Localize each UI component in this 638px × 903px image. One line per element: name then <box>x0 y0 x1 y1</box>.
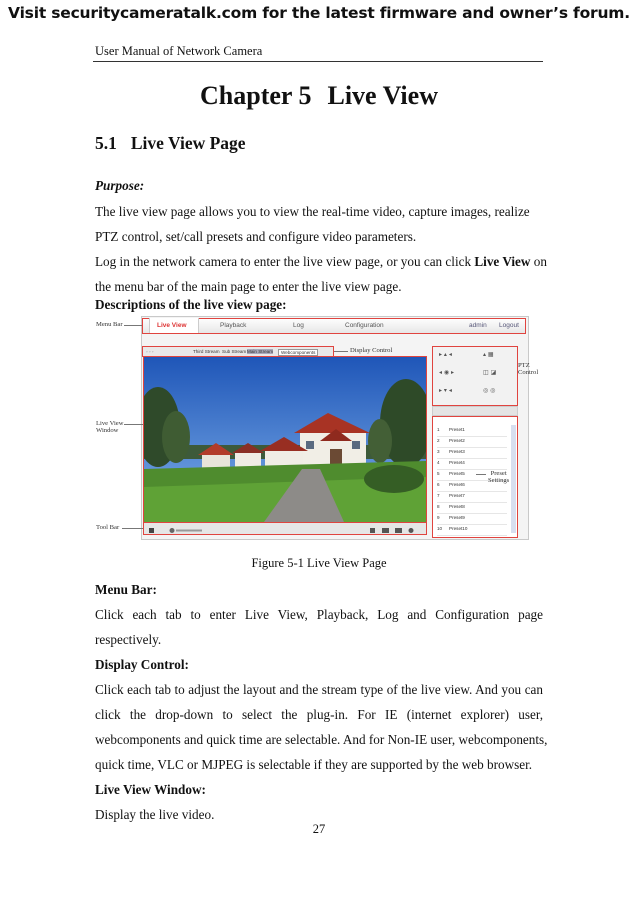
preset-number: 1 <box>437 427 440 432</box>
purpose-label: Purpose: <box>95 178 145 193</box>
figure-live-video <box>143 356 427 523</box>
preset-row <box>437 515 507 525</box>
callout-tool-bar: Tool Bar <box>96 524 120 531</box>
callout-line-live <box>124 424 143 425</box>
preset-name: Preset9 <box>449 515 465 520</box>
preset-name: Preset4 <box>449 460 465 465</box>
live-view-figure <box>96 316 539 544</box>
figure-tab-playback: Playback <box>220 322 247 329</box>
toolbar-icons <box>144 525 426 536</box>
ptz-arrows-row-3: ▸ ▾ ◂ <box>439 387 452 394</box>
preset-number: 3 <box>437 449 440 454</box>
figure-tab-log: Log <box>293 322 304 329</box>
preset-name: Preset5 <box>449 471 465 476</box>
ptz-zoom-icons: ▴ ▦ <box>483 351 494 358</box>
figure-ptz-control <box>432 346 518 406</box>
chapter-number: Chapter 5 <box>200 81 312 110</box>
display-control-line-3: webcomponents and quick time are selectable. And for Non-IE user, webcomponents, <box>95 732 548 747</box>
display-control-heading: Display Control: <box>95 657 189 672</box>
preset-number: 8 <box>437 504 440 509</box>
section-title <box>95 133 246 154</box>
preset-row <box>437 504 507 514</box>
purpose-line-2: PTZ control, set/call presets and configure video parameters. <box>95 229 417 244</box>
callout-display-control: Display Control <box>350 347 393 354</box>
menu-bar-line-2: respectively. <box>95 632 162 647</box>
preset-row <box>437 449 507 459</box>
preset-name: Preset8 <box>449 504 465 509</box>
preset-row <box>437 427 507 437</box>
chapter-name: Live View <box>327 81 438 110</box>
page-number: 27 <box>312 822 326 836</box>
login-line-2: the menu bar of the main page to enter the live view page. <box>95 279 402 294</box>
callout-ptz <box>518 362 538 376</box>
preset-name: Preset3 <box>449 449 465 454</box>
chapter-title <box>0 81 638 111</box>
preset-number: 6 <box>437 482 440 487</box>
preset-number: 2 <box>437 438 440 443</box>
preset-row <box>437 526 507 536</box>
display-control-line-1: Click each tab to adjust the layout and the stream type of the live view. And you can <box>95 682 543 697</box>
login-line-1 <box>95 254 547 270</box>
preset-row <box>437 493 507 503</box>
figure-tool-bar <box>143 522 427 535</box>
callout-preset-2: Settings <box>488 477 510 484</box>
callout-live-view <box>96 420 124 434</box>
ptz-focus-icons: ◫ ◪ <box>483 369 497 376</box>
live-view-window-line-1: Display the live video. <box>95 807 215 822</box>
preset-number: 9 <box>437 515 440 520</box>
callout-preset <box>488 470 509 484</box>
preset-number: 4 <box>437 460 440 465</box>
menu-bar-heading: Menu Bar: <box>95 582 157 597</box>
figure-logout: Logout <box>499 322 519 329</box>
preset-name: Preset6 <box>449 482 465 487</box>
figure-stream-sub: Sub Stream <box>222 348 247 354</box>
ptz-arrows-row-1: ▸ ▴ ◂ <box>439 351 452 358</box>
figure-user: admin <box>469 322 487 329</box>
login-text-a: Log in the network camera to enter the live view page, or you can click <box>95 254 475 269</box>
figure-plugin-select: Webcomponents <box>278 349 318 356</box>
preset-name: Preset10 <box>449 526 468 531</box>
callout-lv-1: Live View <box>96 420 124 427</box>
section-name: Live View Page <box>130 133 246 153</box>
figure-tab-live: Live View <box>157 322 187 329</box>
callout-ptz-1: PTZ <box>518 362 530 369</box>
layout-icons: ▫ ▫ ▫ <box>146 348 154 354</box>
callout-preset-1: Preset <box>490 470 507 477</box>
callout-menu-bar: Menu Bar <box>96 321 123 328</box>
preset-number: 7 <box>437 493 440 498</box>
callout-ptz-2: Control <box>518 369 539 376</box>
preset-name: Preset1 <box>449 427 465 432</box>
callout-lv-2: Window <box>96 427 119 434</box>
menu-bar-line-1: Click each tab to enter Live View, Playback, Log and Configuration page <box>95 607 543 622</box>
login-text-c: on <box>530 254 547 269</box>
figure-stream-third: Third Stream <box>193 348 220 354</box>
ptz-arrows-row-2: ◂ ◉ ▸ <box>439 369 455 376</box>
callout-line-preset <box>476 474 486 475</box>
figure-stream-main: Main Stream <box>247 348 274 354</box>
preset-name: Preset2 <box>449 438 465 443</box>
preset-number: 5 <box>437 471 440 476</box>
running-header: User Manual of Network Camera <box>95 44 263 58</box>
figure-menu-bar <box>142 318 526 334</box>
promo-banner: Visit securitycameratalk.com for the latest firmware and owner’s forum. <box>8 4 630 22</box>
preset-name: Preset7 <box>449 493 465 498</box>
descriptions-heading: Descriptions of the live view page: <box>95 297 287 312</box>
display-control-line-4: quick time, VLC or MJPEG is selectable if they are supported by the web browser. <box>95 757 533 772</box>
callout-line-menu <box>124 325 142 326</box>
preset-number: 10 <box>437 526 443 531</box>
preset-row <box>437 438 507 448</box>
display-control-line-2: click the drop-down to select the plug-in. For IE (internet explorer) user, <box>95 707 543 722</box>
live-view-window-heading: Live View Window: <box>95 782 206 797</box>
video-scene <box>144 357 426 522</box>
login-text-bold: Live View <box>474 254 531 269</box>
header-rule <box>93 61 543 62</box>
preset-scrollbar <box>511 425 516 533</box>
preset-row <box>437 460 507 470</box>
figure-caption: Figure 5-1 Live View Page <box>251 556 387 570</box>
callout-line-tool <box>122 528 143 529</box>
ptz-iris-icons: ◎ ◎ <box>483 387 496 394</box>
section-number: 5.1 <box>95 133 117 153</box>
figure-ptz-buttons <box>432 406 518 416</box>
figure-tab-configuration: Configuration <box>345 322 384 329</box>
purpose-line-1: The live view page allows you to view the real-time video, capture images, realize <box>95 204 530 219</box>
callout-line-display <box>334 351 348 352</box>
